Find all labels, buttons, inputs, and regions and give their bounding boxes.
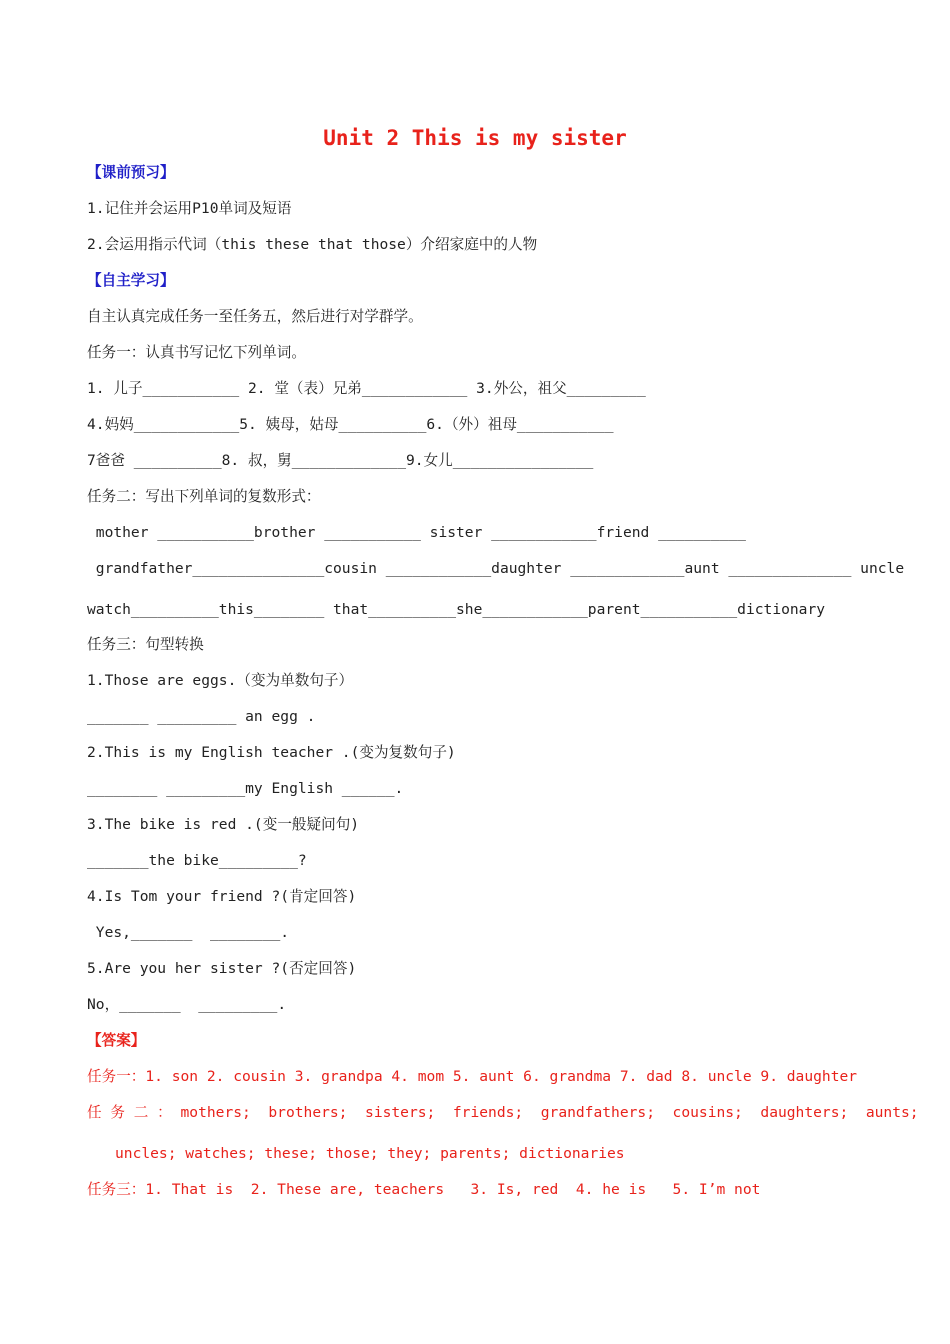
task1-line-2: 4.妈妈____________5. 姨母，姑母__________6.（外）祖母___________ <box>87 416 614 433</box>
answer-task2-line-1: 任 务 二 ： mothers; brothers; sisters; friends; grandfathers; cousins; daughters; aunts; <box>87 1104 919 1121</box>
answer-task2-line-2: uncles; watches; these; those; they; parents; dictionaries <box>115 1145 625 1162</box>
task3-q4: 4.Is Tom your friend ?(肯定回答) <box>87 888 357 905</box>
self-study-heading: 【自主学习】 <box>87 272 175 289</box>
task3-q2-blank: ________ _________my English ______. <box>87 780 404 797</box>
task3-q1-blank: _______ _________ an egg . <box>87 708 316 725</box>
task2-title: 任务二：写出下列单词的复数形式： <box>87 488 321 505</box>
page-title: Unit 2 This is my sister <box>323 126 627 150</box>
self-study-intro: 自主认真完成任务一至任务五，然后进行对学群学。 <box>87 308 423 325</box>
answer-heading: 【答案】 <box>87 1032 146 1049</box>
task3-q5-blank: No，_______ _________. <box>87 996 287 1013</box>
task3-title: 任务三：句型转换 <box>87 636 204 653</box>
preview-goal-1: 1.记住并会运用P10单词及短语 <box>87 200 292 217</box>
answer-task1: 任务一：1. son 2. cousin 3. grandpa 4. mom 5. aunt 6. grandma 7. dad 8. uncle 9. daughter <box>87 1068 858 1085</box>
preview-goal-2: 2.会运用指示代词（this these that those）介绍家庭中的人物 <box>87 236 538 253</box>
task3-q1: 1.Those are eggs.（变为单数句子） <box>87 672 354 689</box>
task3-q2: 2.This is my English teacher .(变为复数句子) <box>87 744 456 761</box>
task3-q4-blank: Yes,_______ ________. <box>87 924 290 941</box>
task3-q5: 5.Are you her sister ?(否定回答) <box>87 960 357 977</box>
answer-task3: 任务三：1. That is 2. These are, teachers 3. Is, red 4. he is 5. I’m not <box>87 1181 761 1198</box>
task2-line-2: grandfather_______________cousin ____________daughter _____________aunt ______________ uncle <box>87 560 905 577</box>
task3-q3: 3.The bike is red .(变一般疑问句) <box>87 816 360 833</box>
task3-q3-blank: _______the bike_________? <box>87 852 307 869</box>
task2-line-1: mother ___________brother ___________ sister ____________friend __________ <box>87 524 746 541</box>
task1-line-3: 7爸爸 __________8. 叔，舅_____________9.女儿________________ <box>87 452 594 469</box>
task1-title: 任务一：认真书写记忆下列单词。 <box>87 344 306 361</box>
task1-line-1: 1. 儿子___________ 2. 堂（表）兄弟____________ 3.外公，祖父_________ <box>87 380 646 397</box>
preview-heading: 【课前预习】 <box>87 164 175 181</box>
task2-line-3: watch__________this________ that__________she____________parent___________dictionary <box>87 601 826 618</box>
